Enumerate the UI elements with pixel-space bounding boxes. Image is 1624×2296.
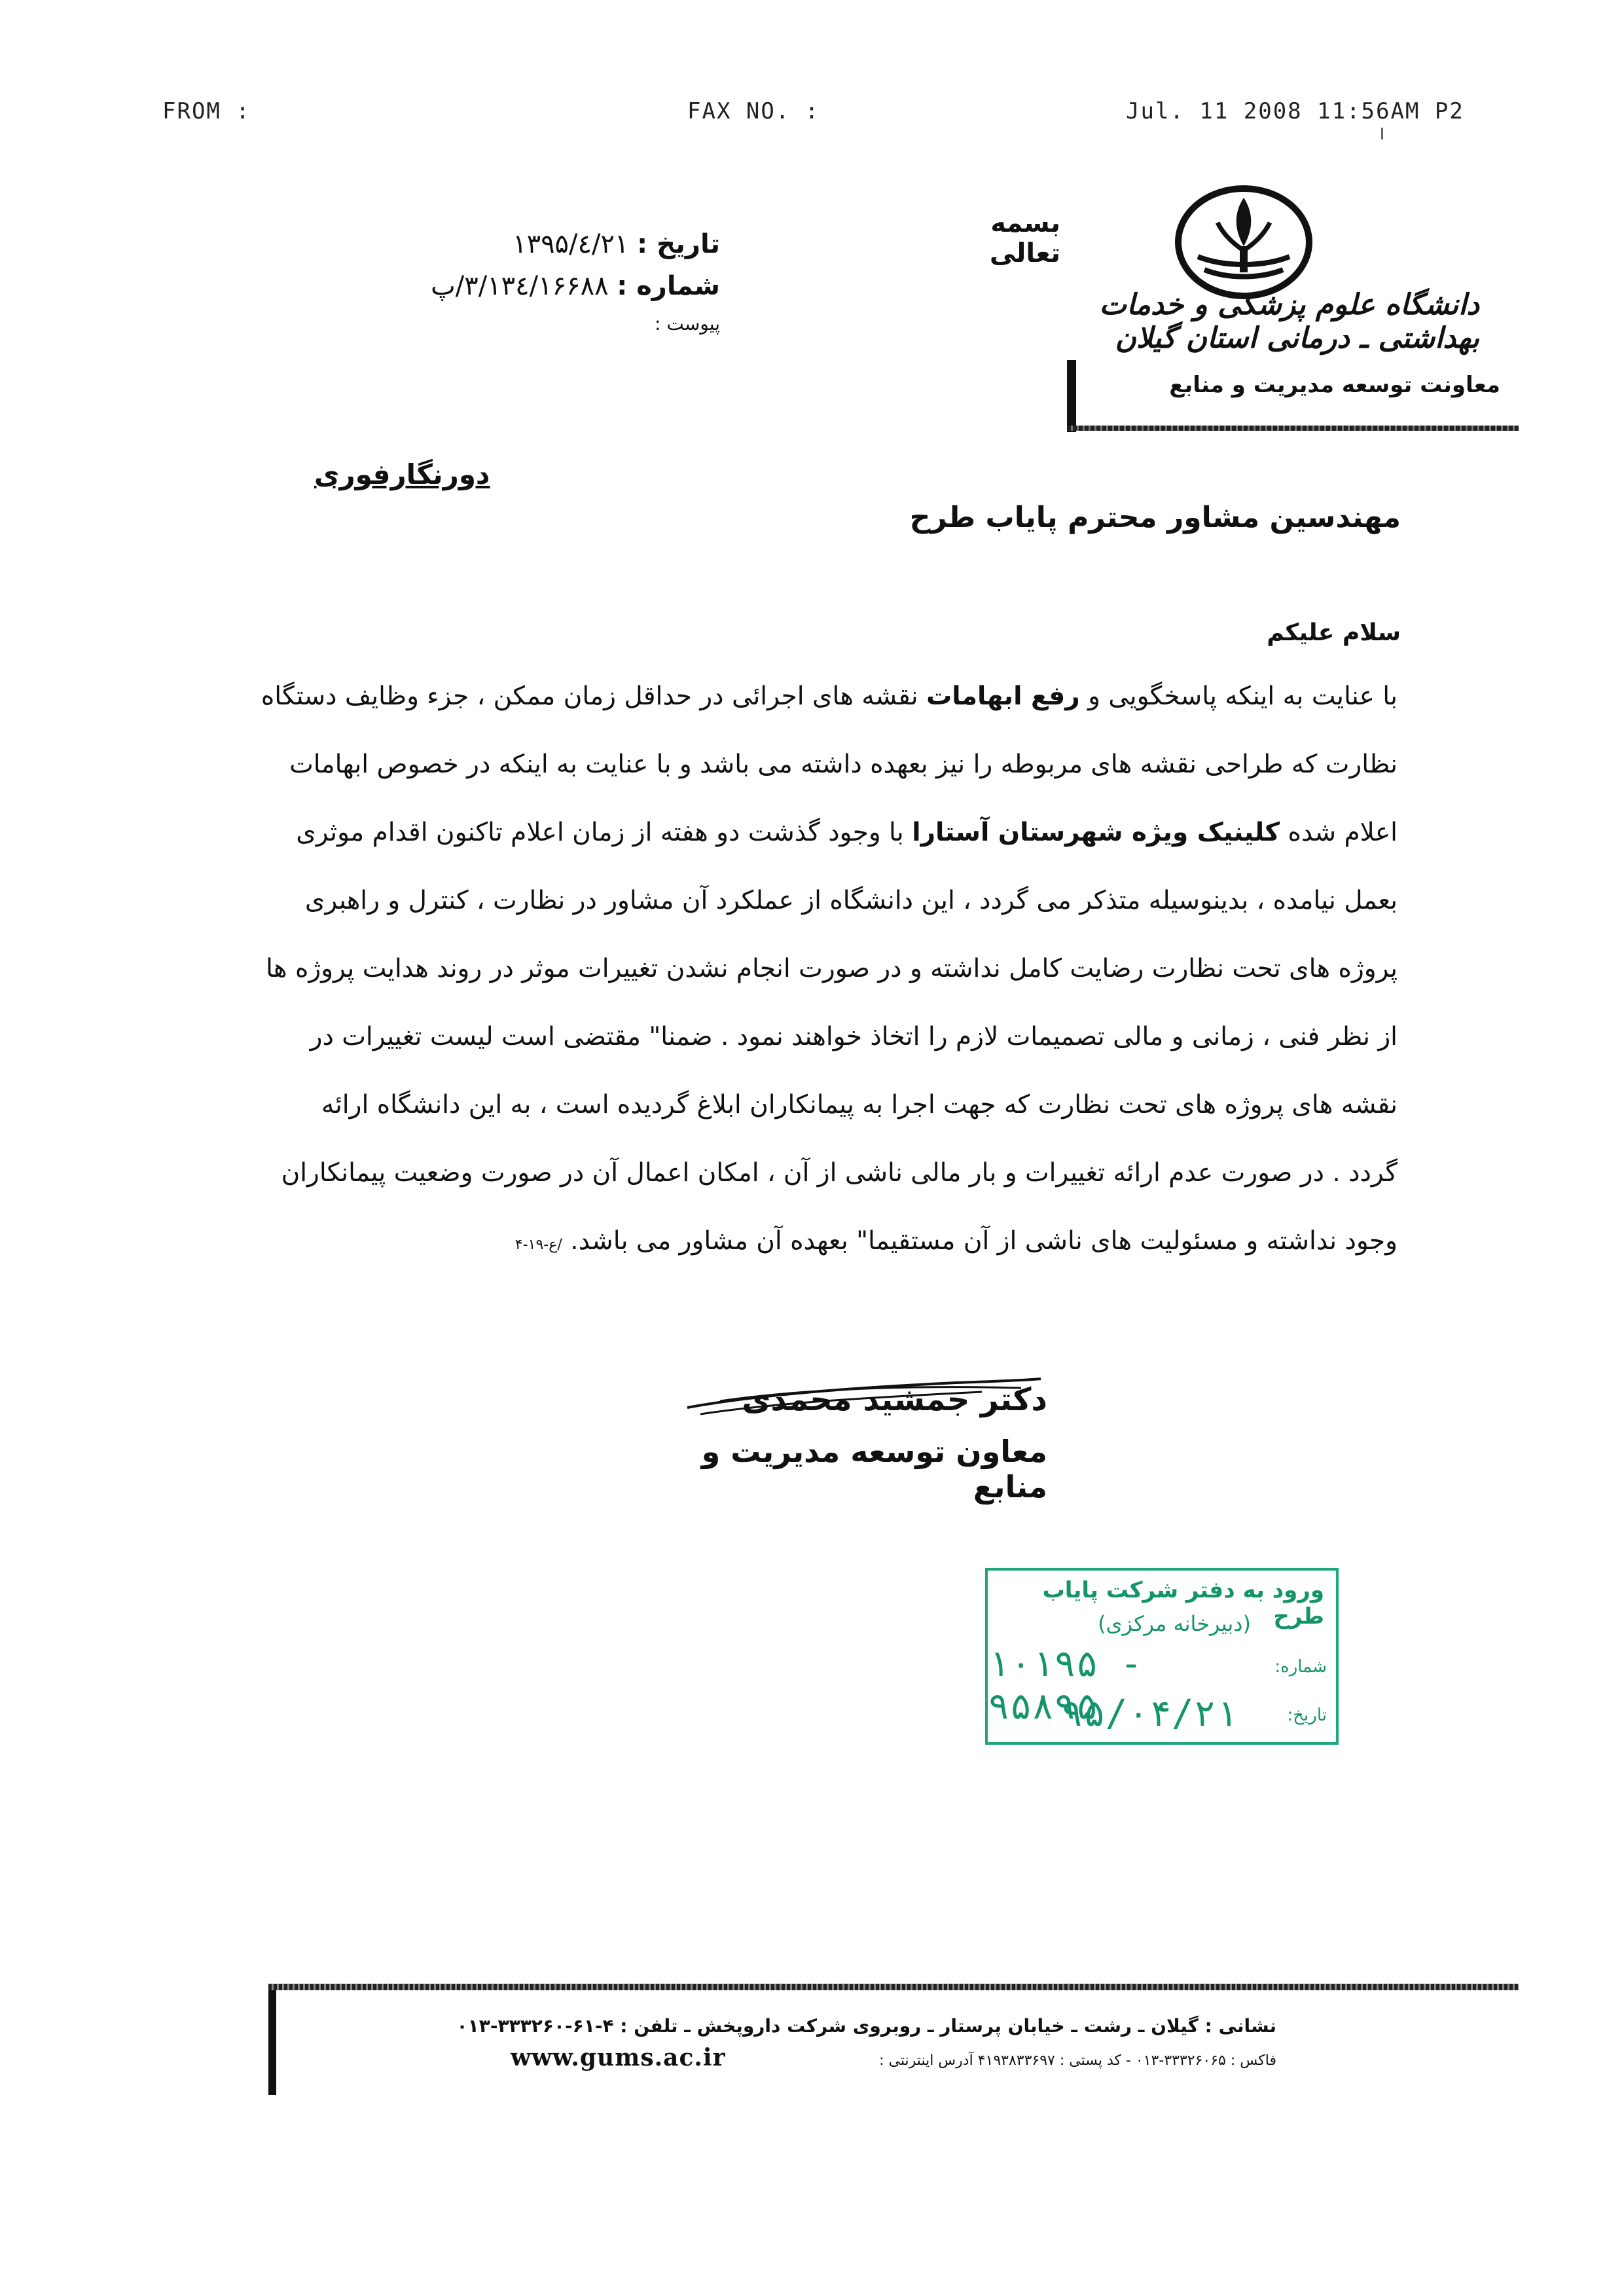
- footer-website: www.gums.ac.ir: [511, 2044, 726, 2071]
- body-line-9: [324, 1207, 1398, 1275]
- besmellah-heading: بسمه تعالی: [989, 208, 1060, 268]
- number-value: ۳/۱۳٤/۱۶۶۸۸/پ: [431, 271, 609, 301]
- letter-meta: [432, 229, 720, 346]
- stamp-date-value: ۹۵/۰۴/۲۱: [1061, 1692, 1238, 1735]
- signatory-name: دکتر جمشید محمدی: [742, 1381, 1047, 1418]
- stamp-number-value: ۱۰۱۹۵ - ۹۵۸۹۵: [988, 1643, 1143, 1728]
- body-text: با عنایت به اینکه پاسخگویی و: [1088, 682, 1398, 711]
- signatory-title: معاون توسعه مدیریت و منابع: [701, 1434, 1047, 1504]
- stamp-subtitle: (دبیرخانه مرکزی): [1098, 1611, 1251, 1636]
- footer-side-bar: [268, 1990, 276, 2095]
- receipt-stamp: [985, 1568, 1339, 1745]
- body-line-8: گردد . در صورت عدم ارائه تغییرات و بار مالی ناشی از آن ، امکان اعمال آن در صورت وضعیت پیمانکاران: [281, 1158, 1398, 1188]
- stamp-number-label: شماره:: [1274, 1657, 1327, 1677]
- body-highlight: رفع ابهامات: [926, 682, 1080, 711]
- letter-body: [261, 663, 1398, 1275]
- body-text: نقشه های اجرائی در حداقل زمان ممکن ، جزء وظایف دستگاه: [261, 682, 918, 711]
- reference-code: /ع-۱۹-۴: [514, 1237, 562, 1253]
- number-label: شماره :: [617, 271, 720, 301]
- body-line-2: نظارت که طراحی نقشه های مربوطه را نیز بعهده داشته می باشد و با عنایت به اینکه در خصوص ابهامات: [289, 750, 1398, 779]
- body-text: اعلام شده: [1288, 818, 1398, 847]
- attachment-row: [432, 313, 720, 335]
- body-highlight: کلینیک ویژه شهرستان آستارا: [912, 818, 1280, 847]
- urgent-fax-note: دورنگارفوری: [314, 458, 490, 490]
- body-line-4: بعمل نیامده ، بدینوسیله متذکر می گردد ، این دانشگاه از عملکرد آن مشاور در نظارت ، کنترل و راهبری: [304, 886, 1398, 915]
- body-text: با وجود گذشت دو هفته از زمان اعلام تاکنون اقدام موثری: [296, 818, 904, 847]
- date-row: [432, 229, 720, 259]
- body-line-6: از نظر فنی ، زمانی و مالی تصمیمات لازم را اتخاذ خواهند نمود . ضمنا" مقتضی است لیست تغییرات در: [310, 1022, 1398, 1051]
- addressee: مهندسین مشاور محترم پایاب طرح: [909, 501, 1401, 534]
- university-name: دانشگاه علوم پزشکی و خدمات بهداشتی ـ درمانی استان گیلان: [1099, 288, 1479, 355]
- stamp-title: ورود به دفتر شرکت پایاب طرح: [1042, 1577, 1324, 1630]
- department-name: معاونت توسعه مدیریت و منابع: [1169, 372, 1500, 398]
- fax-number-label: FAX NO. :: [687, 98, 820, 124]
- footer-contact: فاکس : ۳۳۳۲۶۰۶۵-۰۱۳ - کد پستی : ۴۱۹۳۸۳۳۶۹۷ آدرس اینترنتی :: [879, 2052, 1276, 2069]
- university-emblem-icon: [1172, 183, 1316, 301]
- body-text: وجود نداشته و مسئولیت های ناشی از آن مستقیما" بعهده آن مشاور می باشد.: [570, 1226, 1398, 1256]
- date-value: ۱۳۹۵/٤/۲۱: [513, 229, 629, 259]
- body-line-5: پروژه های تحت نظارت رضایت کامل نداشته و در صورت انجام نشدن تغییرات موثر در روند هدایت پروژه ها: [266, 954, 1398, 983]
- fax-from-label: FROM :: [162, 98, 251, 124]
- scan-mark: [1381, 128, 1383, 139]
- fax-date-time: Jul. 11 2008 11:56AM P2: [1126, 98, 1464, 124]
- department-box: [1067, 360, 1508, 432]
- number-row: [432, 271, 720, 301]
- stamp-date-label: تاریخ:: [1287, 1705, 1327, 1725]
- body-line-1: [261, 663, 1398, 731]
- body-line-3: [296, 799, 1398, 867]
- date-label: تاریخ :: [637, 229, 720, 259]
- footer-address: نشانی : گیلان ـ رشت ـ خیابان پرستار ـ روبروی شرکت داروپخش ـ تلفن : ۴-۶۱-۳۳۳۲۶۰-۰۱۳: [456, 2015, 1276, 2037]
- attachment-label: پیوست :: [655, 313, 720, 335]
- header-divider: [1067, 426, 1519, 431]
- body-line-7: نقشه های پروژه های تحت نظارت که جهت اجرا به پیمانکاران ابلاغ گردیده است ، به این دانشگاه ارائه: [321, 1090, 1398, 1120]
- salutation: سلام علیکم: [1267, 619, 1401, 646]
- footer-divider: [268, 1984, 1519, 1990]
